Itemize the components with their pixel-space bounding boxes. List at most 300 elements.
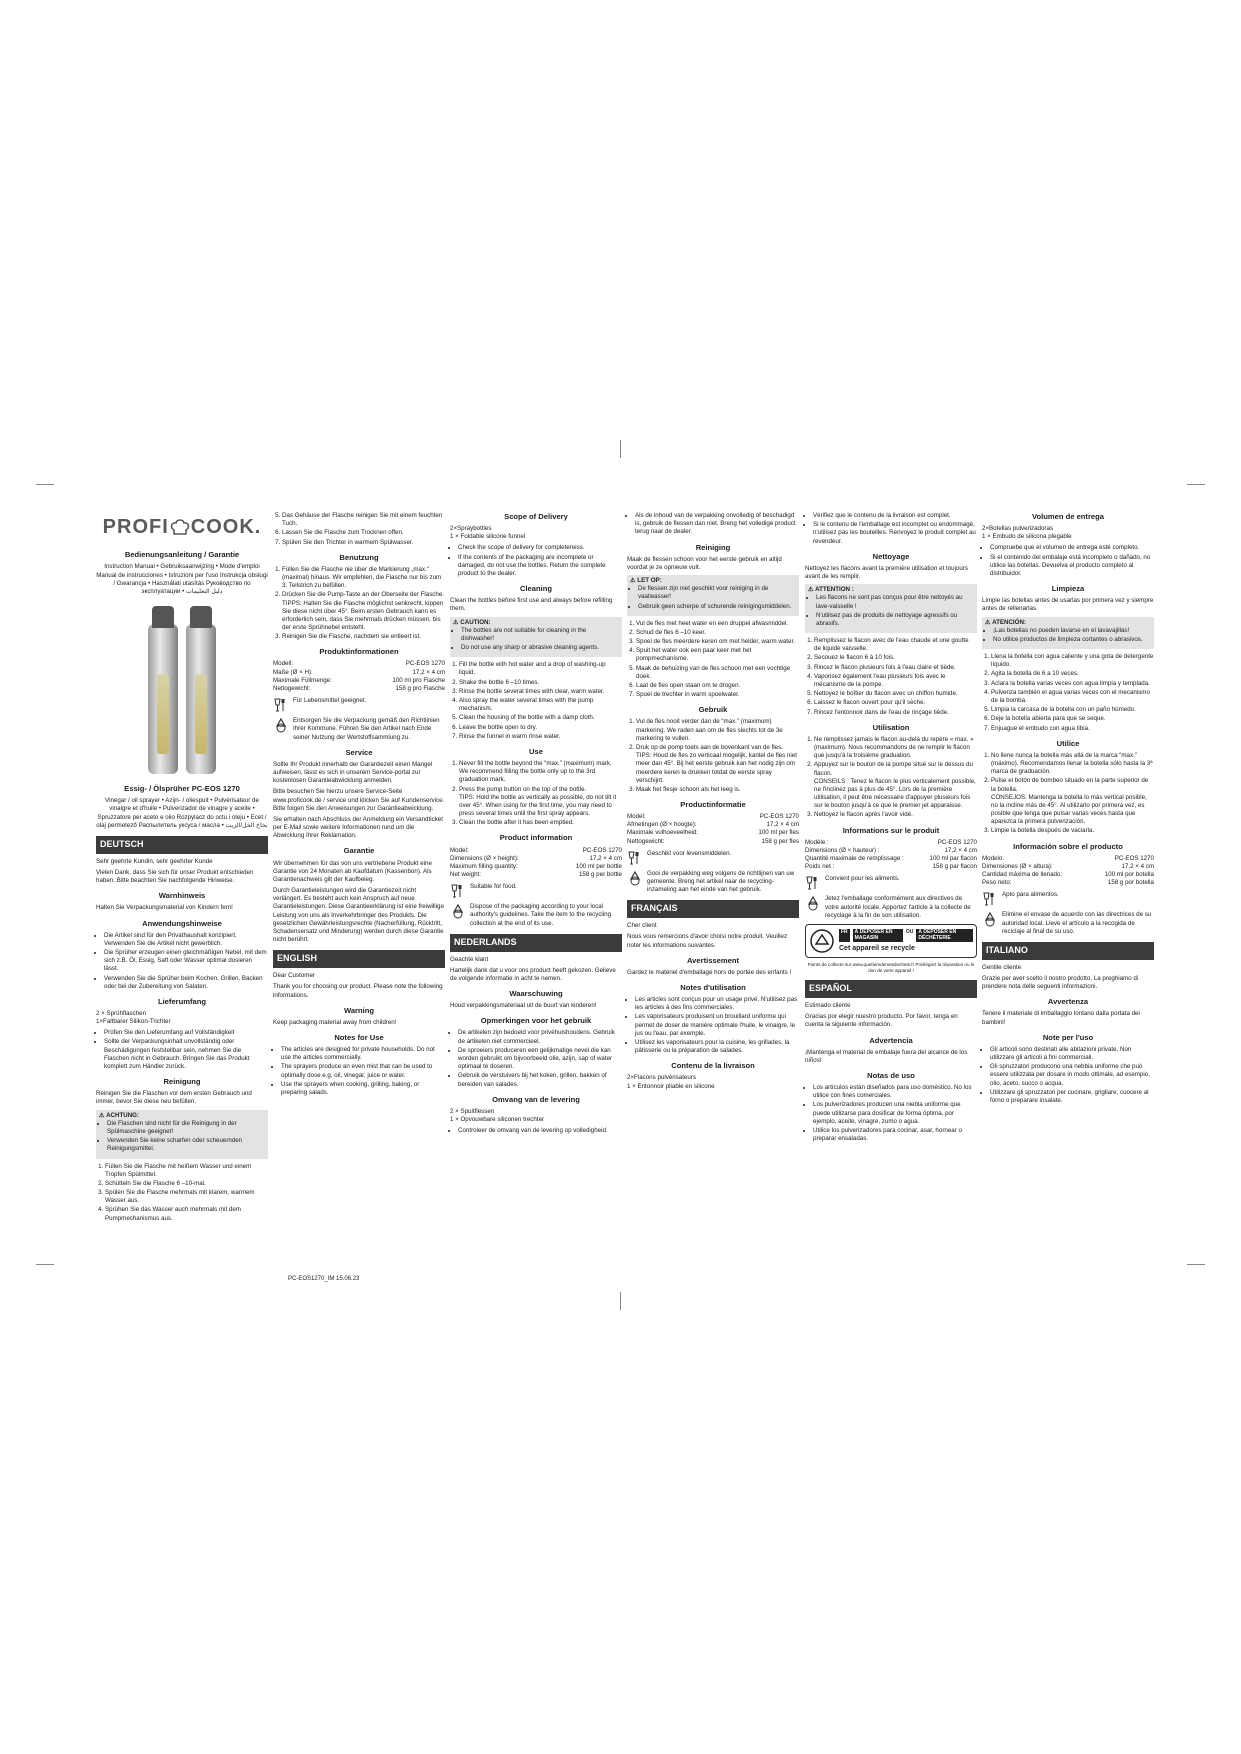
spec-row (805, 847, 977, 855)
caution-box (805, 584, 977, 633)
list-item: • Los pulverizadores producen una niebla uniforme que puede utilizarse para dosificar de forma óptima, por ejemplo, aceite, vinagre, zumo o agua. (813, 1101, 977, 1126)
spec-row (273, 677, 445, 685)
cleaning-steps (982, 653, 1154, 733)
list-item (991, 777, 1154, 826)
spec-row (273, 669, 445, 677)
caution-box (96, 1110, 268, 1159)
caution-box (450, 617, 622, 658)
use-steps (805, 736, 977, 820)
list-item: 5. Limpia la carcasa de la botella con un paño húmedo. (991, 706, 1154, 714)
column-5 (805, 512, 977, 1146)
list-item: 1. Never fill the bottle beyond the “max.” (maximum) mark. We recommend filling the bottle only up to the 3rd graduation mark. (459, 760, 622, 785)
recycle-symbol-row (450, 903, 622, 928)
caution-title: LET OP: (637, 576, 662, 584)
logo-right: COOK. (190, 516, 262, 538)
list-item (814, 761, 977, 810)
greeting: Sehr geehrte Kundin, sehr geehrter Kunde (96, 857, 213, 865)
heading-warning: Avvertenza (1047, 997, 1089, 1007)
spec-row (982, 863, 1154, 871)
spec-value: 17,2 × 4 cm (589, 854, 622, 862)
glass-fork-icon (450, 883, 466, 899)
spec-value: 158 g per bottle (578, 871, 622, 879)
spec-label: Nettogewicht: (627, 837, 665, 845)
warranty-text: Wir übernehmen für das von uns vertriebene Produkt eine Garantie von 24 Monaten ab Kaufdatum (Kassenbon). Als Garantienachweis gilt der Kaufbeleg. (273, 859, 432, 883)
list-item: • De flessen zijn niet geschikt voor reiniging in de vaatwasser! (638, 585, 796, 601)
spec-label: Dimensions (Ø × height): (450, 854, 519, 862)
glass-fork-icon (627, 850, 643, 866)
scope-list (450, 1127, 622, 1135)
list-item: 1. Füllen Sie die Flasche nie über die Markierung „max.“ (maximal) hinaus. Wir empfehlen, die Flasche nur bis zum 3. Teilstrich zu befüllen. (282, 566, 445, 591)
list-item: 2. Shake the bottle 6 –10 times. (459, 679, 622, 687)
warning-triangle-icon: ⚠ (99, 1111, 105, 1119)
list-item: 5. Maak de behuizing van de fles schoon met een vochtige doek. (636, 665, 799, 681)
greeting: Gentile cliente (982, 963, 1022, 971)
dispose-text: Entsorgen Sie die Verpackung gemäß den Richtlinien Ihrer Kommune. Führen Sie den Artikel nach Ende seiner Nutzung der Wertstoffsammlung zu. (293, 717, 440, 741)
list-item: • ¡Las botellas no pueden lavarse en el lavavajillas! (993, 627, 1151, 635)
spec-value: 158 g par flacon (932, 863, 977, 871)
spec-label: Maximum filling quantity: (450, 862, 518, 870)
heading-notes: Notes for Use (334, 1033, 384, 1043)
spec-label: Cantidad máxima de llenado: (982, 871, 1063, 879)
list-item: • Als de inhoud van de verpakking onvolledig of beschadigd is, gebruik de flessen dan niet. Breng het volledige product terug naar de dealer. (635, 512, 799, 537)
list-item: 3. Rincez le flacon plusieurs fois à l'eau claire et tiède. (814, 664, 977, 672)
dispose-text: Jetez l'emballage conformément aux directives de votre autorité locale. Apportez l'article à la collecte de recyclage à la fin de son utilisation. (825, 895, 971, 919)
spec-label: Maximale vulhoeveelheid: (627, 829, 699, 837)
section-band-en: ENGLISH (273, 950, 445, 968)
spec-label: Net weight: (450, 871, 481, 879)
greeting: Geachte klant (450, 955, 489, 963)
spec-row (982, 879, 1154, 887)
list-item: • Prüfen Sie den Lieferumfang auf Vollständigkeit (104, 1029, 268, 1037)
list-item: • Les flacons ne sont pas conçus pour être nettoyés au lave-vaisselle ! (816, 594, 974, 610)
heading-warranty: Garantie (343, 846, 375, 856)
recycle-icon (450, 903, 466, 919)
heading-cleaning: Reinigung (163, 1077, 201, 1087)
food-text: Geschikt voor levensmiddelen. (647, 849, 732, 857)
heading-cleaning: Nettoyage (872, 551, 910, 561)
use-step-text: Drücken Sie die Pump-Taste an der Oberseite der Flasche. (282, 591, 444, 599)
heading-warning: Avertissement (686, 955, 740, 965)
list-item: • The sprayers produce an even mist that can be used to optimally dose e.g. oil, vinegar, juice or water. (281, 1063, 445, 1079)
use-tip: TIPS: Hold the bottle as vertically as possible, do not tilt it over 45°. When using for the first time, you may need to press several times until the first spray appears. (459, 793, 617, 818)
food-text: Suitable for food. (470, 883, 517, 891)
heading-notes: Anwendungshinweise (142, 918, 222, 928)
list-item: 6. Deje la botella abierta para que se seque. (991, 715, 1154, 723)
spec-row (450, 855, 622, 863)
list-item: 4. Also spray the water several times with the pump mechanism. (459, 697, 622, 713)
logo-left: PROFI (102, 516, 169, 538)
crop-mark (36, 1264, 54, 1265)
bottle-left (148, 624, 178, 774)
spec-label: Model: (450, 846, 469, 854)
list-item: 3. Spülen Sie die Flasche mehrmals mit klarem, warmem Wasser aus. (105, 1189, 268, 1205)
column-1 (96, 512, 268, 1226)
recycle-symbol-row (273, 717, 445, 742)
recycle-symbol-row (627, 870, 799, 895)
list-item: 1. Remplissez le flacon avec de l'eau chaude et une goutte de liquide vaisselle. (814, 637, 977, 653)
scope-item: 2×Flacons pulvérisateurs (627, 1074, 696, 1082)
list-item: 7. Rinse the funnel in warm rinse water. (459, 733, 622, 741)
spec-label: Nettogewicht: (273, 685, 311, 693)
list-item: 1. Llena la botella con agua caliente y una gota de detergente líquido. (991, 653, 1154, 669)
scope-item: 2 × Spuitflessen (450, 1107, 495, 1115)
section-band-de: DEUTSCH (96, 836, 268, 854)
intro: Hartelijk dank dat u voor ons product heeft gekozen. Gelieve de volgende informatie in acht te nemen. (450, 966, 616, 983)
heading-use: Use (529, 746, 543, 756)
warning-text: Gardez le matériel d'emballage hors de portée des enfants ! (627, 968, 792, 976)
triman-footnote: Points de collecte sur www.quefairedemesdechets.fr Privilégiez la réparation ou le don de votre appareil ! (807, 961, 975, 974)
section-band-it: ITALIANO (982, 942, 1154, 960)
scope-item: 1 × Opvouwbare siliconen trechter (450, 1115, 545, 1123)
chef-hat-icon (169, 516, 191, 538)
recycle-icon (273, 717, 289, 733)
cleaning-steps (805, 637, 977, 717)
warning-text: Halten Sie Verpackungsmaterial von Kindern fern! (96, 904, 233, 912)
triman-or: OU (905, 928, 914, 935)
list-item: • Si el contenido del embalaje está incompleto o dañado, no utilice las botellas. Devuelva el producto completo al distribuidor. (990, 554, 1154, 579)
list-item: • Die Artikel sind für den Privathaushalt konzipiert. Verwenden Sie die Artikel nicht gewerblich. (104, 932, 268, 948)
list-item: 6. Laat de fles open staan om te drogen. (636, 682, 799, 690)
list-item: • Gli spruzzatori producono una nebbia uniforme che può essere utilizzata per dosare in modo ottimale, ad esempio, olio, aceto, succo o acqua. (990, 1063, 1154, 1088)
spec-row (450, 847, 622, 855)
scope-list (96, 1029, 268, 1071)
heading-use: Gebruik (698, 705, 728, 715)
spec-value: 100 ml per fles (758, 829, 799, 837)
service-text: Sollte Ihr Produkt innerhalb der Garantiezeit einen Mangel aufweisen, lässt es sich in unserem Service-portal zur kostenlosen Garantieabwicklung anmelden. (273, 760, 433, 785)
spec-value: 17,2 × 4 cm (766, 821, 799, 829)
list-item: • Les articles sont conçus pour un usage privé. N'utilisez pas les articles à des fins commerciales. (635, 996, 799, 1012)
list-item (282, 591, 445, 632)
list-item: 6. Lassen Sie die Flasche zum Trocknen offen. (282, 529, 445, 537)
recycle-symbol-row (982, 911, 1154, 936)
spec-label: Modelo: (982, 854, 1005, 862)
warning-triangle-icon: ⚠ (630, 576, 636, 584)
bottle-right (186, 624, 216, 774)
use-steps (273, 566, 445, 642)
heading-scope: Volumen de entrega (1031, 512, 1104, 521)
heading-notes: Note per l'uso (1042, 1032, 1094, 1042)
brand-logo (96, 514, 268, 540)
caution-list (985, 627, 1151, 644)
section-band-fr: FRANÇAIS (627, 900, 799, 918)
spec-row (982, 871, 1154, 879)
warning-text: Tenere il materiale di imballaggio lontano dalla portata dei bambini! (982, 1010, 1140, 1026)
list-item: • Compruebe que el volumen de entrega esté completo. (990, 544, 1154, 552)
use-step-text: Druk op de pomp toets aan de bovenkant van de fles. (636, 743, 783, 751)
spec-value: PC-EOS 1270 (405, 660, 445, 668)
spec-row (627, 829, 799, 837)
list-item: • The articles are designed for private households. Do not use the articles commercially. (281, 1046, 445, 1062)
caution-list (808, 594, 974, 628)
use-tip: TIPPS: Halten Sie die Flasche möglichst senkrecht, kippen Sie diese nicht über 45°. Beim ersten Gebrauch kann es erforderlich sein, dass Sie mehrmals drücken müssen, bis der erste Sprühnebel entsteht. (282, 599, 444, 632)
dispose-text: Gooi de verpakking weg volgens de richtlijnen van uw gemeente. Breng het artikel naar de recycling-inzameling aan het einde van het gebruik. (647, 869, 795, 894)
list-item: • Die Sprüher erzeugen einen gleichmäßigen Nebel, mit dem sich z.B. Öl, Essig, Saft oder Wasser optimal dosieren lässt. (104, 949, 268, 974)
spec-value: 100 ml por botella (1104, 871, 1154, 879)
use-tip: TIPS: Houd de fles zo verticaal mogelijk, kantel de fles niet meer dan 45°. Bij het eerste gebruik kan het nodig zijn om meerdere keren te drukken totdat de eerste spray verschijnt. (636, 752, 797, 784)
list-item: 4. Spuit het water ook een paar keer met het pompmechanisme. (636, 647, 799, 663)
food-symbol-row (627, 850, 799, 866)
warning-triangle-icon: ⚠ (808, 586, 814, 594)
heading-cleaning: Cleaning (519, 584, 553, 594)
food-symbol-row (273, 697, 445, 713)
list-item: • Utilizzare gli spruzzatori per cucinare, grigliare, cuocere al forno o preparare insalate. (990, 1089, 1154, 1105)
list-item: 1. Vul de fles nooit verder dan de “max.” (maximum) markering. We raden aan om de fles slechts tot de 3e markering te vullen. (636, 718, 799, 743)
list-item: 7. Spülen Sie den Trichter in warmem Spülwasser. (282, 539, 445, 547)
list-item: 3. Nettoyez le flacon après l'avoir vidé. (814, 811, 977, 819)
product-image (96, 604, 268, 774)
spec-value: 158 g per fles (761, 837, 799, 845)
heading-notes: Notes d'utilisation (680, 983, 746, 993)
warning-text: Keep packaging material away from children! (273, 1018, 397, 1026)
list-item: • Utilice los pulverizadores para cocinar, asar, hornear o preparar ensaladas. (813, 1127, 977, 1143)
use-step-text: Pulse el botón de bombeo situado en la parte superior de la botella. (991, 777, 1149, 793)
food-symbol-row (805, 875, 977, 891)
notes-list (805, 1084, 977, 1143)
list-item: • Los artículos están diseñados para uso doméstico. No los utilice con fines comerciales. (813, 1084, 977, 1100)
spec-row (805, 855, 977, 863)
list-item: 5. Das Gehäuse der Flasche reinigen Sie mit einem feuchten Tuch. (282, 512, 445, 528)
section-band-nl: NEDERLANDS (450, 934, 622, 952)
list-item: 5. Nettoyez le boîtier du flacon avec un chiffon humide. (814, 690, 977, 698)
food-symbol-row (450, 883, 622, 899)
list-item: • Gebruik geen scherpe of schurende reinigingsmiddelen. (638, 603, 796, 611)
food-text: Convient pour les aliments. (825, 875, 900, 883)
scope-item: 2 × Sprühflaschen (96, 1009, 147, 1017)
list-item: • Check the scope of delivery for completeness. (458, 544, 622, 552)
warning-text: ¡Mantenga el material de embalaje fuera del alcance de los niños! (805, 1048, 968, 1064)
intro: Gracias por elegir nuestro producto. Por favor, tenga en cuenta la siguiente información. (805, 1013, 958, 1029)
use-step-text: Press the pump button on the top of the bottle. (459, 785, 587, 793)
list-item: 6. Laissez le flacon ouvert pour qu'il sèche. (814, 699, 977, 707)
triman-deposit: À DÉPOSER EN DÉCHÈTERIE (916, 929, 973, 942)
recycle-icon (982, 911, 998, 927)
dispose-text: Elimine el envase de acuerdo con las directrices de su autoridad local. Lleve el artículo a la recogida de reciclaje al final de su uso. (1002, 911, 1152, 935)
cover-subtitle: Bedienungsanleitung / Garantie (124, 550, 240, 560)
list-item: 1. Ne remplissez jamais le flacon au-delà du repère « max. » (maximum). Nous recommandons de ne remplir le flacon que jusqu'à la troisième graduation. (814, 736, 977, 761)
heading-notes: Notas de uso (867, 1070, 915, 1080)
triman-fr: FR (839, 929, 850, 942)
spec-label: Modell: (273, 660, 293, 668)
warranty-text: Durch Garantieleistungen wird die Garantiezeit nicht verlängert. Es besteht auch kein Anspruch auf neue Garantieleistungen. Diese Garantieerklärung ist eine freiwillige Leistung von uns als Inverkehrbringer des Produkts. Die gesetzlichen Gewährleistungsrechte (Nacherfüllung, Rücktritt, Schadensersatz und Minderung) werden durch diese Garantie nicht berührt. (273, 887, 444, 944)
spec-value: 17,2 × 4 cm (944, 846, 977, 854)
spec-label: Dimensiones (Ø × altura): (982, 862, 1053, 870)
spec-row (805, 863, 977, 871)
column-3 (450, 512, 622, 1138)
list-item: 1. Fill the bottle with hot water and a drop of washing-up liquid. (459, 661, 622, 677)
list-item: • Verwenden Sie keine scharfen oder scheuernden Reinigungsmittel. (107, 1137, 265, 1153)
list-item: • Vérifiez que le contenu de la livraison est complet. (813, 512, 977, 520)
list-item: • Verwenden Sie die Sprüher beim Kochen, Grillen, Backen oder bei der Zubereitung von Salaten. (104, 975, 268, 991)
list-item: • Sollte der Verpackungsinhalt unvollständig oder Beschädigungen feststellbar sein, nehmen Sie die Flaschen nicht in Gebrauch. Bringen Sie das Produkt komplett zum Händler zurück. (104, 1038, 268, 1071)
spec-row (627, 838, 799, 846)
spec-label: Afmetingen (Ø × hoogte): (627, 821, 697, 829)
spec-value: PC-EOS 1270 (1114, 854, 1154, 862)
spec-label: Quantité maximale de remplissage : (805, 855, 904, 863)
list-item: 2. Secouez le flacon 6 à 10 fois. (814, 654, 977, 662)
list-item: 4. Vaporisez également l'eau plusieurs fois avec le mécanisme de la pompe. (814, 673, 977, 689)
notes-list (96, 932, 268, 991)
spec-label: Dimensions (Ø × hauteur) : (805, 846, 880, 854)
heading-notes: Opmerkingen voor het gebruik (480, 1016, 592, 1026)
glass-fork-icon (273, 697, 289, 713)
caution-title: ACHTUNG: (106, 1111, 140, 1119)
spec-row (627, 813, 799, 821)
spec-row (805, 839, 977, 847)
list-item (636, 744, 799, 785)
spec-value: 100 ml per bottle (575, 862, 622, 870)
use-tip: CONSEILS : Tenez le flacon le plus verticalement possible, ne l'inclinez pas à plus de 45°. Lors de la première utilisation, il peut être nécessaire d'appuyer plusieurs fois sur le bouton jusqu'à ce que le premier jet apparaisse. (814, 777, 976, 810)
list-item: 4. Pulveriza también el agua varias veces con el mecanismo de la bomba. (991, 689, 1154, 705)
list-item: • De artikelen zijn bedoeld voor privéhuishoudens. Gebruik de artikelen niet commercieel. (458, 1029, 622, 1045)
list-item: 1. Vul de fles met heet water en een druppel afwasmiddel. (636, 620, 799, 628)
spec-label: Peso neto: (982, 879, 1012, 887)
heading-use: Utilisation (872, 722, 910, 732)
notes-list (450, 1029, 622, 1088)
heading-product-info: Produktinformationen (319, 647, 399, 657)
heading-cleaning: Reiniging (695, 542, 731, 552)
caution-title: CAUTION: (460, 618, 491, 626)
spec-value: 158 g por botella (1107, 879, 1154, 887)
caution-list (99, 1120, 265, 1154)
list-item: 3. Spoel de fles meerdere keren om met helder, warm water. (636, 638, 799, 646)
spec-row (450, 863, 622, 871)
list-item: 6. Leave the bottle open to dry. (459, 724, 622, 732)
heading-scope: Omvang van de levering (492, 1094, 580, 1104)
spec-label: Maximale Füllmenge: (273, 676, 332, 684)
spec-row (627, 821, 799, 829)
service-text: Bitte besuchen Sie hierzu unsere Service-Seite www.proficook.de / service und klicken Sie auf Kundenservice. Bitte folgen Sie den Anweisungen zur Garantieabwicklung. (273, 788, 445, 812)
spec-value: 100 ml pro Flasche (392, 676, 445, 684)
food-text: Apto para alimentos. (1002, 891, 1059, 899)
list-item: 7. Spoel de trechter in warm spoelwater. (636, 691, 799, 699)
spec-label: Modèle : (805, 838, 829, 846)
greeting: Estimado cliente (805, 1001, 851, 1009)
product-variants: Vinegar / oil sprayer • Azijn- / oliespuit • Pulvérisateur de vinaigre et d'huile • Pulverizador de vinagre y aceite • Spruzzatore per aceto e olio Rozpylacz do octu i oleju • Ecet / olaj permetező Распылитель уксуса / масла • بخاخ الخل/الزيت (96, 797, 268, 829)
cleaning-steps (96, 1163, 268, 1223)
scope-item: 1 × Embudo de silicona plegable (982, 533, 1072, 541)
heading-service: Service (345, 747, 373, 757)
list-item: • Si le contenu de l'emballage est incomplet ou endommagé, n'utilisez pas les bouteilles. Renvoyez le produit complet au revendeur. (813, 521, 977, 546)
triman-shop: À DÉPOSER EN MAGASIN (853, 929, 903, 942)
list-item: • Do not use any sharp or abrasive cleaning agents. (461, 644, 619, 652)
spec-value: PC-EOS 1270 (937, 838, 977, 846)
caution-list (630, 585, 796, 611)
intro: Vielen Dank, dass Sie sich für unser Produkt entschieden haben. Bitte beachten Sie nachfolgende Hinweise. (96, 868, 254, 885)
intro: Nous vous remercions d'avoir choisi notre produit. Veuillez noter les informations suivantes. (627, 933, 788, 949)
list-item: • The bottles are not suitable for cleaning in the dishwasher! (461, 627, 619, 643)
triman-box (805, 924, 977, 958)
heading-warning: Warning (343, 1005, 375, 1015)
spec-label: Model: (627, 813, 646, 821)
cleaning-intro: Clean the bottles before first use and always before refilling them. (450, 597, 613, 613)
heading-warning: Advertencia (869, 1035, 913, 1045)
list-item: • De sproeiers produceren een gelijkmatige nevel die kan worden gebruikt om bijvoorbeeld olie, azijn, sap of water optimaal te doseren. (458, 1047, 622, 1072)
list-item: • No utilice productos de limpieza cortantes o abrasivos. (993, 636, 1151, 644)
scope-list (805, 512, 977, 546)
scope-item: 2×Botellas pulverizadoras (982, 525, 1054, 533)
list-item: 3. Limpie la botella después de vaciarla. (991, 827, 1154, 835)
scope-item: 2×Spraybottles (450, 525, 492, 533)
document-footer: PC-EOS1270_IM 15.06.23 (288, 1276, 360, 1282)
recycle-icon (627, 870, 643, 886)
use-step-text: Appuyez sur le bouton de la pompe situé sur le dessus du flacon. (814, 761, 973, 777)
spec-row (273, 685, 445, 693)
section-band-es: ESPAÑOL (805, 980, 977, 998)
list-item: 3. Rinse the bottle several times with clear, warm water. (459, 688, 622, 696)
scope-item: 1 × Entonnoir pliable en silicone (627, 1082, 715, 1090)
glass-fork-icon (805, 875, 821, 891)
spec-value: PC-EOS 1270 (582, 846, 622, 854)
spec-value: PC-EOS 1270 (759, 813, 799, 821)
cleaning-steps-cont (273, 512, 445, 547)
crop-mark (36, 484, 54, 485)
spec-label: Poids net : (805, 863, 835, 871)
list-item: 5. Clean the housing of the bottle with a damp cloth. (459, 714, 622, 722)
spec-label: Maße (Ø × H): (273, 668, 313, 676)
spec-value: 17,2 × 4 cm (1121, 862, 1154, 870)
spec-value: 158 g pro Flasche (395, 685, 445, 693)
triman-title: Cet appareil se recycle (839, 944, 915, 952)
cleaning-steps (450, 661, 622, 741)
product-name: Essig- / Ölsprüher PC-EOS 1270 (124, 784, 240, 794)
notes-list (982, 1046, 1154, 1105)
service-text: Sie erhalten nach Abschluss der Anmeldung ein Versandticket per E-Mail sowie weitere Informationen rund um die Abwicklung Ihrer Reklamation. (273, 815, 443, 840)
caution-title: ATENCIÓN: (992, 618, 1026, 626)
heading-scope: Lieferumfang (157, 996, 207, 1006)
list-item: 2. Agita la botella de 6 a 10 veces. (991, 670, 1154, 678)
list-item: • Use the sprayers when cooking, grilling, baking, or preparing salads. (281, 1081, 445, 1097)
list-item: • Gli articoli sono destinati alle abitazioni private. Non utilizzare gli articoli a fini commerciali. (990, 1046, 1154, 1062)
list-item: • Controleer de omvang van de levering op volledigheid. (458, 1127, 622, 1135)
greeting: Dear Customer (273, 972, 315, 980)
heading-product-info: Información sobre el producto (1013, 841, 1123, 851)
scope-list (450, 544, 622, 578)
use-tip: CONSEJOS: Mantenga la botella lo más vertical posible, no la incline más de 45°. Al utilizarlo por primera vez, es posible que tenga que pulsar varias veces hasta que aparezca la primera pulverización. (991, 793, 1147, 826)
spec-row (982, 855, 1154, 863)
caution-title: ATTENTION : (815, 586, 854, 594)
dispose-text: Dispose of the packaging according to your local authority's guidelines. Take the item to the recycling collection at the end of its use. (470, 903, 612, 927)
list-item: 7. Rincez l'entonnoir dans de l'eau de rinçage tiède. (814, 709, 977, 717)
list-item: • N'utilisez pas de produits de nettoyage agressifs ou abrasifs. (816, 612, 974, 628)
column-2 (273, 512, 445, 1100)
spec-value: 100 ml par flacon (929, 855, 977, 863)
crop-mark (620, 1292, 621, 1310)
scope-item: 1 × Foldable silicone funnel (450, 533, 526, 541)
use-steps (982, 752, 1154, 836)
cleaning-intro: Limpie las botellas antes de usarlas por primera vez y siempre antes de rellenarlas. (982, 597, 1154, 613)
crop-mark (1187, 484, 1205, 485)
heading-scope: Contenu de la livraison (671, 1061, 755, 1071)
use-steps (627, 718, 799, 794)
list-item: • Die Flaschen sind nicht für die Reinigung in der Spülmaschine geeignet! (107, 1120, 265, 1136)
column-4 (627, 512, 799, 1094)
use-steps (450, 760, 622, 828)
recycle-icon (805, 895, 821, 911)
list-item: • If the contents of the packaging are incomplete or damaged, do not use the bottles. Return the complete product to the dealer. (458, 554, 622, 579)
list-item: 3. Aclara la botella varias veces con agua limpia y templada. (991, 680, 1154, 688)
warning-triangle-icon: ⚠ (985, 618, 991, 626)
cleaning-intro: Maak de flessen schoon voor het eerste gebruik en altijd voordat je ze opnieuw vult. (627, 555, 782, 571)
notes-list (273, 1046, 445, 1097)
crop-mark (1187, 1264, 1205, 1265)
scope-list (982, 544, 1154, 578)
warning-triangle-icon: ⚠ (453, 618, 459, 626)
caution-box (627, 575, 799, 616)
list-item: 1. No llene nunca la botella más allá de la marca “max.” (máximo). Recomendamos llenar la botella sólo hasta la 3ª marca de graduación. (991, 752, 1154, 777)
heading-product-info: Product information (499, 833, 573, 843)
list-item: 2. Schütteln Sie die Flasche 6 –10-mal. (105, 1180, 268, 1188)
heading-warning: Waarschuwing (509, 989, 563, 999)
